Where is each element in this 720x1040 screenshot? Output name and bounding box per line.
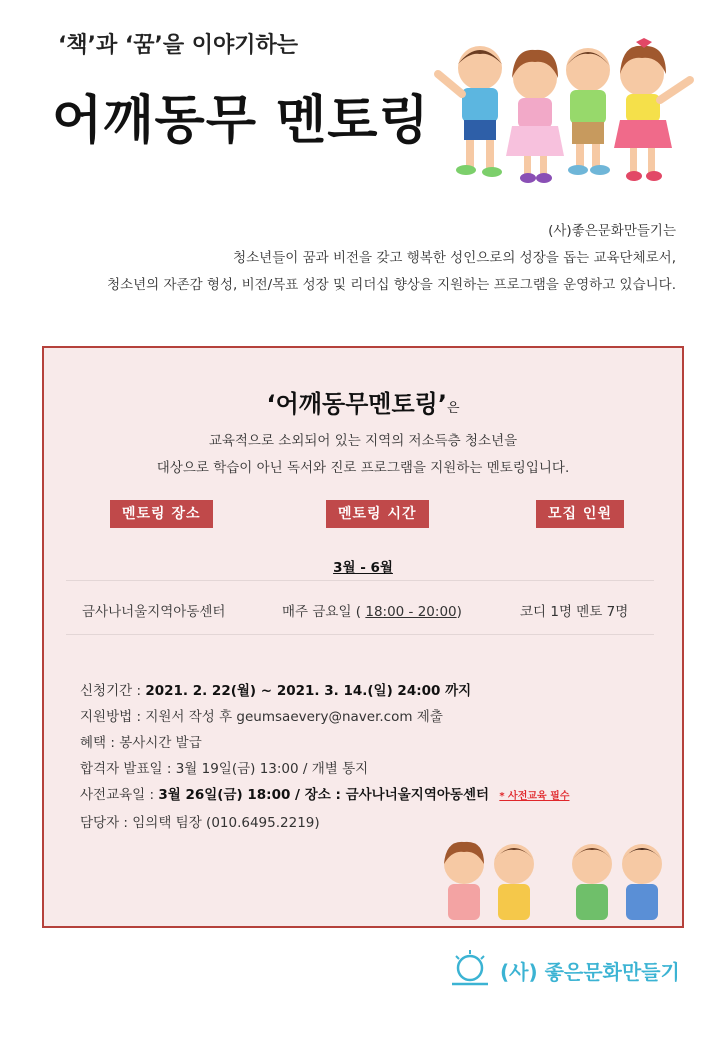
detail-value: 2021. 2. 22(월) ~ 2021. 3. 14.(일) 24:00 까지 (145, 683, 472, 699)
org-name: (사) 좋은문화만들기 (500, 960, 680, 984)
mentoring-period: 3월 - 6월 (333, 560, 393, 576)
intro-line: (사)좋은문화만들기는 (548, 223, 676, 239)
detail-value: 지원서 작성 후 geumsaevery@naver.com 제출 (145, 709, 443, 725)
detail-label: 신청기간 : (80, 683, 142, 699)
intro-line: 청소년의 자존감 형성, 비전/목표 성장 및 리더십 향상을 지원하는 프로그램을 운영하고 있습니다. (107, 277, 676, 293)
program-panel (42, 346, 684, 928)
details-list (80, 678, 569, 836)
children-illustration (432, 834, 682, 920)
panel-description (44, 428, 682, 482)
panel-title-main: ‘어깨동무멘토링’ (266, 390, 447, 418)
intro-text (107, 218, 676, 299)
panel-desc-line: 대상으로 학습이 아닌 독서와 진로 프로그램을 지원하는 멘토링입니다. (156, 460, 570, 476)
detail-value: 3월 26일(금) 18:00 / 장소 : 금사나너울지역아동센터 (158, 787, 490, 803)
detail-announce (80, 756, 569, 782)
detail-apply (80, 678, 569, 704)
time-suffix: ) (456, 604, 462, 620)
detail-benefit (80, 730, 569, 756)
detail-training (80, 782, 569, 810)
detail-label: 지원방법 : (80, 709, 142, 725)
recruit-value: 코디 1명 멘토 7명 (520, 604, 629, 620)
detail-method (80, 704, 569, 730)
divider (66, 634, 654, 635)
detail-value: 임의택 팀장 (010.6495.2219) (132, 815, 320, 831)
detail-label: 혜택 : (80, 735, 115, 751)
label-recruit: 모집 인원 (536, 500, 624, 528)
detail-label: 합격자 발표일 : (80, 761, 172, 777)
detail-value: 봉사시간 발급 (119, 735, 202, 751)
detail-label: 사전교육일 : (80, 787, 155, 803)
panel-title (44, 384, 682, 419)
training-required-note: * 사전교육 필수 (499, 791, 570, 802)
panel-title-suffix: 은 (446, 401, 460, 416)
panel-desc-line: 교육적으로 소외되어 있는 지역의 저소득층 청소년을 (208, 433, 518, 449)
page-title: 어깨동무 멘토링 (52, 91, 430, 151)
children-illustration (430, 30, 700, 190)
label-time: 멘토링 시간 (326, 500, 429, 528)
intro-line: 청소년들이 꿈과 비전을 갖고 행복한 성인으로의 성장을 돕는 교육단체로서, (233, 250, 676, 266)
detail-value: 3월 19일(금) 13:00 / 개별 통지 (175, 761, 369, 777)
detail-label: 담당자 : (80, 815, 128, 831)
header-subtitle: ‘책’과 ‘꿈’을 이야기하는 (58, 33, 299, 58)
time-prefix: 매주 금요일 ( (282, 604, 362, 620)
detail-contact (80, 810, 569, 836)
time-value (282, 600, 462, 620)
place-value: 금사나너울지역아동센터 (82, 604, 226, 620)
time-range: 18:00 - 20:00 (365, 604, 457, 620)
label-place: 멘토링 장소 (110, 500, 213, 528)
divider (66, 580, 654, 581)
